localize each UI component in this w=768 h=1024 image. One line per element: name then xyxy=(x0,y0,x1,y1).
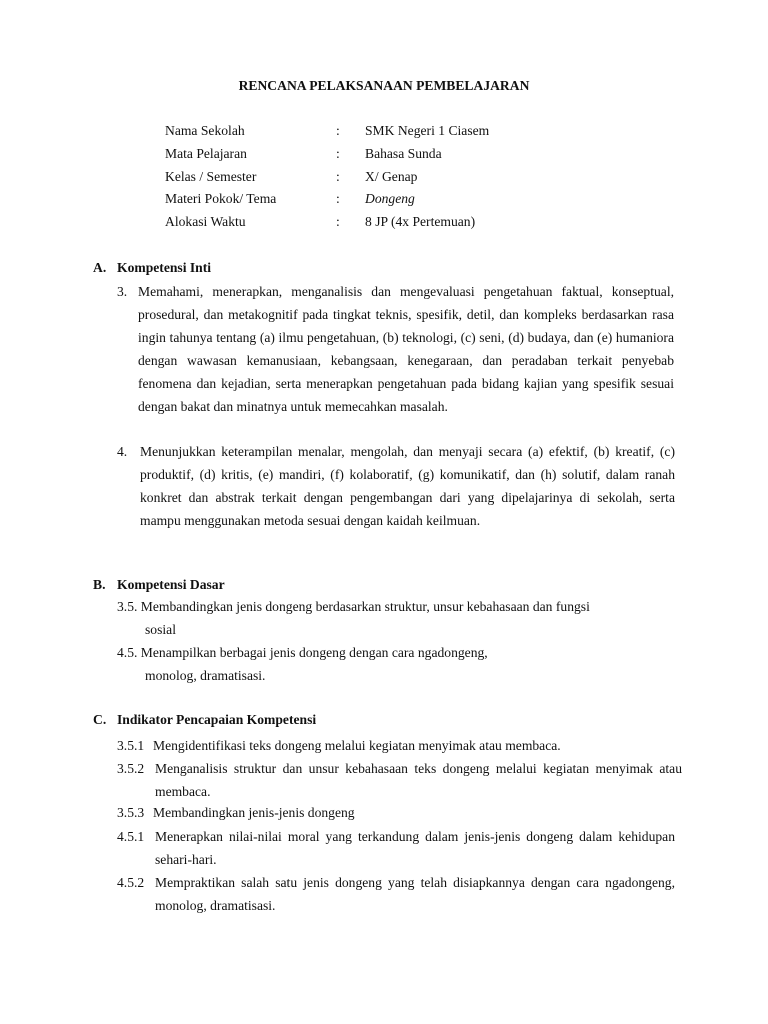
indicator-number: 3.5.1 xyxy=(117,738,145,753)
info-colon: : xyxy=(336,169,340,184)
competency-line: 3.5. Membandingkan jenis dongeng berdasarkan struktur, unsur kebahasaan dan fungsi xyxy=(117,599,590,614)
section-title: Kompetensi Dasar xyxy=(117,577,225,592)
competency-line: monolog, dramatisasi. xyxy=(145,668,266,683)
competency-line: sosial xyxy=(145,622,176,637)
document-title: RENCANA PELAKSANAAN PEMBELAJARAN xyxy=(238,78,530,93)
indicator-text xyxy=(153,734,675,757)
indicator-text-content: Menerapkan nilai-nilai moral yang terkandung dalam jenis-jenis dongeng dalam kehidupan sehari-hari. xyxy=(155,829,675,867)
section-letter: C. xyxy=(93,712,107,727)
list-item-text xyxy=(138,280,674,418)
info-label: Alokasi Waktu xyxy=(165,214,246,229)
info-colon: : xyxy=(336,123,340,138)
info-value: Dongeng xyxy=(365,191,415,206)
info-label: Materi Pokok/ Tema xyxy=(165,191,277,206)
indicator-text xyxy=(155,757,682,803)
competency-line: 4.5. Menampilkan berbagai jenis dongeng dengan cara ngadongeng, xyxy=(117,645,488,660)
info-value: 8 JP (4x Pertemuan) xyxy=(365,214,476,229)
info-colon: : xyxy=(336,146,340,161)
section-letter: B. xyxy=(93,577,106,592)
indicator-text xyxy=(155,825,675,871)
section-title: Indikator Pencapaian Kompetensi xyxy=(117,712,317,727)
indicator-text-content: Menganalisis struktur dan unsur kebahasaan teks dongeng melalui kegiatan menyimak atau membaca. xyxy=(155,761,682,799)
indicator-text xyxy=(153,801,675,824)
info-value: X/ Genap xyxy=(365,169,418,184)
indicator-text-content: Membandingkan jenis-jenis dongeng xyxy=(153,805,355,820)
section-a-heading xyxy=(93,260,211,276)
section-b-heading xyxy=(93,577,225,593)
info-label: Kelas / Semester xyxy=(165,169,257,184)
indicator-number: 4.5.2 xyxy=(117,875,145,890)
indicator-number: 4.5.1 xyxy=(117,829,145,844)
list-item-text-content: Memahami, menerapkan, menganalisis dan mengevaluasi pengetahuan faktual, konseptual, prosedural, dan metakognitif pada tingkat teknis, spesifik, detil, dan kompleks berdasarkan rasa ingin tahunya tentang (a) ilmu pengetahuan, (b) teknologi, (c) seni, (d) budaya, dan (e) humaniora dengan wawasan kemanusiaan, kebangsaan, kenegaraan, dan peradaban terkait penyebab fenomena dan kejadian, serta menerapkan pengetahuan pada bidang kajian yang spesifik sesuai dengan bakat dan minatnya untuk memecahkan masalah. xyxy=(138,284,674,414)
indicator-text-content: Mempraktikan salah satu jenis dongeng yang telah disiapkannya dengan cara ngadongeng, monolog, dramatisasi. xyxy=(155,875,675,913)
section-title: Kompetensi Inti xyxy=(117,260,212,275)
list-number: 3. xyxy=(117,284,128,299)
info-value: Bahasa Sunda xyxy=(365,146,442,161)
info-label: Nama Sekolah xyxy=(165,123,245,138)
indicator-number: 3.5.2 xyxy=(117,761,145,776)
list-item-text xyxy=(140,440,675,532)
indicator-text xyxy=(155,871,675,917)
list-item-text-content: Menunjukkan keterampilan menalar, mengolah, dan menyaji secara (a) efektif, (b) kreatif, (c) produktif, (d) kritis, (e) mandiri, (f) kolaboratif, (g) komunikatif, dan (h) solutif, dalam ranah konkret dan abstrak terkait dengan pengembangan dari yang dipelajarinya di sekolah, serta mampu menggunakan metoda sesuai dengan kaidah keilmuan. xyxy=(140,444,675,528)
indicator-text-content: Mengidentifikasi teks dongeng melalui kegiatan menyimak atau membaca. xyxy=(153,738,561,753)
info-colon: : xyxy=(336,214,340,229)
info-label: Mata Pelajaran xyxy=(165,146,247,161)
list-number: 4. xyxy=(117,444,128,459)
section-letter: A. xyxy=(93,260,107,275)
section-c-heading xyxy=(93,712,316,728)
info-colon: : xyxy=(336,191,340,206)
info-value: SMK Negeri 1 Ciasem xyxy=(365,123,490,138)
indicator-number: 3.5.3 xyxy=(117,805,145,820)
